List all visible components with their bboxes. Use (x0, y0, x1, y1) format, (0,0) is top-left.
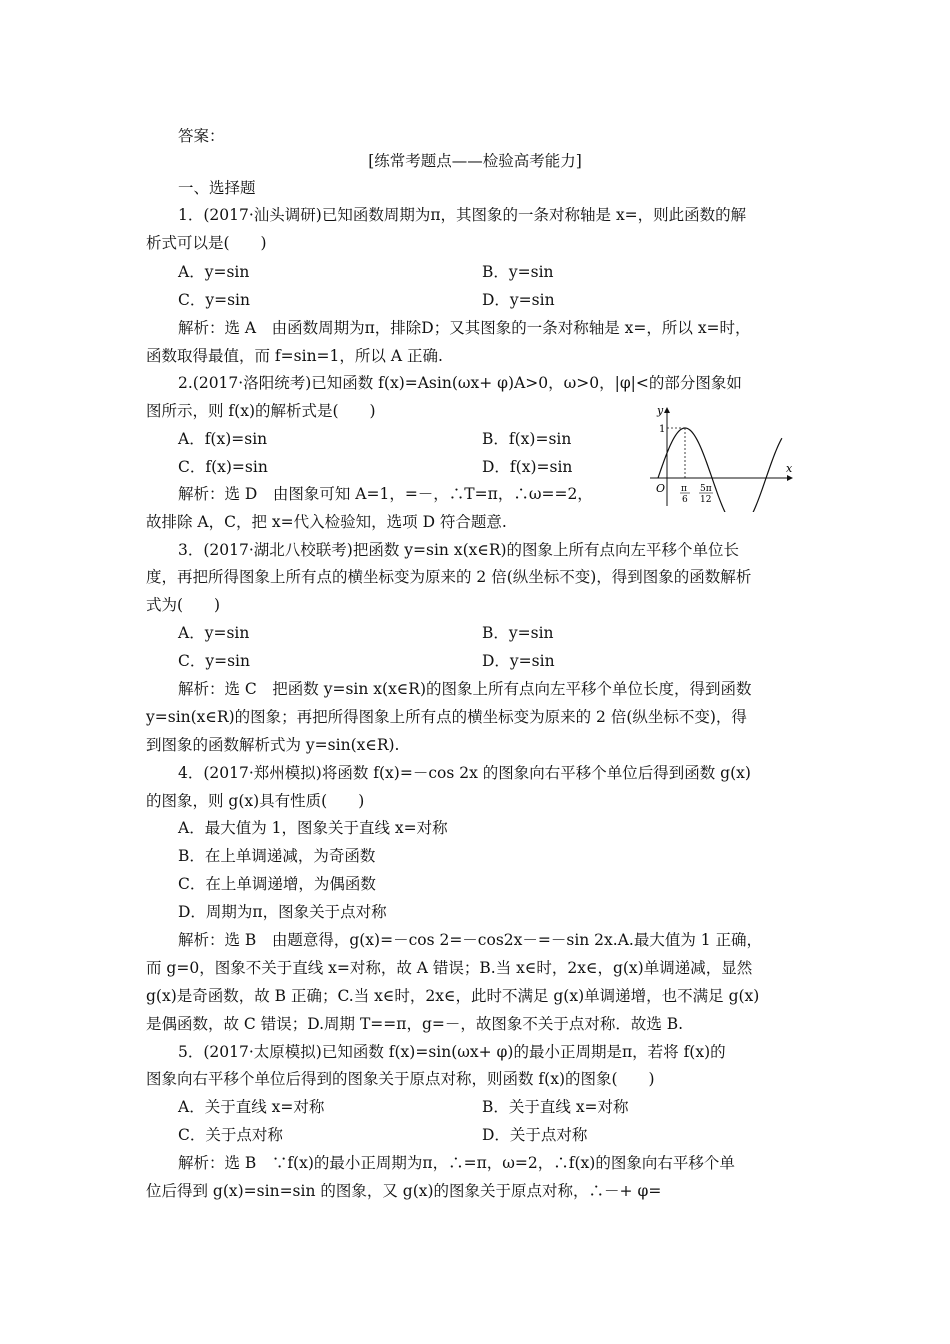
q3-option-b: B．y=sin (482, 624, 554, 642)
q1-option-c: C．y=sin (178, 291, 250, 309)
q1-option-b: B．y=sin (482, 263, 554, 281)
q3-stem-line2: 度，再把所得图象上所有点的横坐标变为原来的 2 倍(纵坐标不变)，得到图象的函数解析 (146, 568, 752, 586)
q5-solution-line2: 位后得到 g(x)=sin=sin 的图象，又 g(x)的图象关于原点对称，∴－+ φ= (146, 1182, 662, 1200)
q2-option-b: B．f(x)=sin (482, 430, 572, 448)
q2-option-c: C．f(x)=sin (178, 458, 268, 476)
q5-option-a: A．关于直线 x=对称 (178, 1098, 325, 1116)
sine-curve (658, 428, 782, 512)
q2-option-a: A．f(x)=sin (178, 430, 268, 448)
q4-option-d: D．周期为π，图象关于点对称 (178, 903, 387, 921)
axis-x-label: x (786, 462, 793, 475)
q1-stem-line2: 析式可以是( ) (146, 234, 267, 252)
q3-solution-line2: y=sin(x∈R)的图象；再把所得图象上所有点的横坐标变为原来的 2 倍(纵坐标不变)，得 (146, 708, 747, 726)
q2-option-d: D．f(x)=sin (482, 458, 573, 476)
tick-5pi-12-num: 5π (700, 484, 712, 494)
q4-stem-line1: 4．(2017·郑州模拟)将函数 f(x)=－cos 2x 的图象向右平移个单位后得到函数 g(x) (178, 764, 751, 782)
q3-solution-line1: 解析：选 C 把函数 y=sin x(x∈R)的图象上所有点向左平移个单位长度，得到函数 (178, 680, 752, 698)
q3-option-d: D．y=sin (482, 652, 555, 670)
q5-stem-line1: 5．(2017·太原模拟)已知函数 f(x)=sin(ωx+ φ)的最小正周期是π，若将 f(x)的 (178, 1043, 726, 1061)
q3-option-a: A．y=sin (178, 624, 250, 642)
q4-solution-line2: 而 g=0，图象不关于直线 x=对称，故 A 错误；B.当 x∈时，2x∈，g(x)单调递减，显然 (146, 959, 753, 977)
q2-solution-line1: 解析：选 D 由图象可知 A=1，=－，∴T=π，∴ω==2， (178, 485, 593, 503)
q1-solution-line1: 解析：选 A 由函数周期为π，排除D；又其图象的一条对称轴是 x=，所以 x=时， (178, 319, 751, 337)
q4-solution-line1: 解析：选 B 由题意得，g(x)=－cos 2=－cos2x－=－sin 2x.A.最大值为 1 正确， (178, 931, 763, 949)
q3-solution-line3: 到图象的函数解析式为 y=sin(x∈R). (146, 736, 400, 754)
q4-stem-line2: 的图象，则 g(x)具有性质( ) (146, 792, 365, 810)
tick-5pi-12-den: 12 (700, 495, 712, 505)
part-heading: 一、选择题 (178, 179, 256, 197)
q1-stem-line1: 1．(2017·汕头调研)已知函数周期为π，其图象的一条对称轴是 x=，则此函数的解 (178, 206, 747, 224)
section-title: [练常考题点——检验高考能力] (368, 152, 582, 170)
q4-option-c: C．在上单调递增，为偶函数 (178, 875, 376, 893)
q1-solution-line2: 函数取得最值，而 f=sin=1，所以 A 正确. (146, 347, 443, 365)
q4-option-a: A．最大值为 1，图象关于直线 x=对称 (178, 819, 448, 837)
tick-pi-6-num: π (681, 484, 687, 494)
q5-stem-line2: 图象向右平移个单位后得到的图象关于原点对称，则函数 f(x)的图象( ) (146, 1070, 655, 1088)
q2-sine-graph (640, 402, 800, 512)
axis-y-label: y (657, 404, 664, 417)
q1-option-a: A．y=sin (178, 263, 250, 281)
q2-stem-line1: 2.(2017·洛阳统考)已知函数 f(x)=Asin(ωx+ φ)A>0，ω>0，|φ|<的部分图象如 (178, 374, 742, 392)
answer-label: 答案： (178, 127, 225, 145)
tick-pi-6-den: 6 (682, 495, 688, 505)
q2-solution-line2: 故排除 A，C，把 x=代入检验知，选项 D 符合题意. (146, 513, 507, 531)
q2-stem-line2: 图所示，则 f(x)的解析式是( ) (146, 402, 376, 420)
q5-solution-line1: 解析：选 B ∵f(x)的最小正周期为π，∴=π，ω=2，∴f(x)的图象向右平移个单 (178, 1154, 735, 1172)
q4-option-b: B．在上单调递减，为奇函数 (178, 847, 376, 865)
q3-stem-line3: 式为( ) (146, 596, 221, 614)
q5-option-b: B．关于直线 x=对称 (482, 1098, 629, 1116)
q5-option-d: D．关于点对称 (482, 1126, 588, 1144)
q1-option-d: D．y=sin (482, 291, 555, 309)
q3-stem-line1: 3．(2017·湖北八校联考)把函数 y=sin x(x∈R)的图象上所有点向左平移个单位长 (178, 541, 740, 559)
q3-option-c: C．y=sin (178, 652, 250, 670)
q4-solution-line4: 是偶函数，故 C 错误；D.周期 T==π，g=－，故图象不关于点对称．故选 B. (146, 1015, 684, 1033)
tick-one-label: 1 (659, 424, 666, 435)
q4-solution-line3: g(x)是奇函数，故 B 正确；C.当 x∈时，2x∈，此时不满足 g(x)单调递增，也不满足 g(x) (146, 987, 760, 1005)
q5-option-c: C．关于点对称 (178, 1126, 283, 1144)
origin-label: O (656, 482, 666, 495)
